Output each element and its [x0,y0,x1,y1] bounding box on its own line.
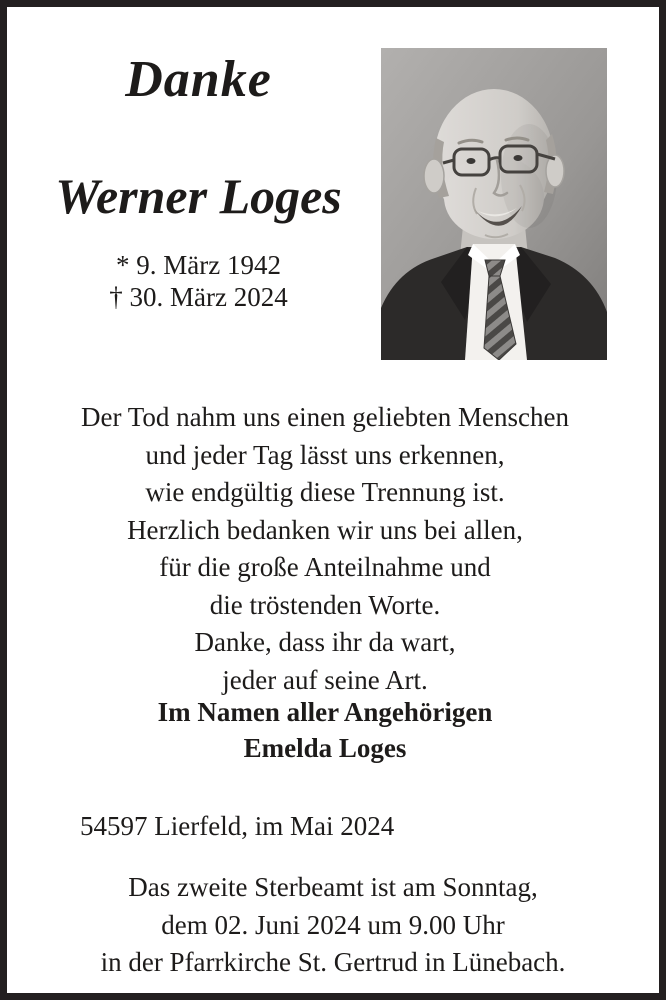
place-date-line: 54597 Lierfeld, im Mai 2024 [80,811,395,841]
death-symbol-icon: † [109,282,123,312]
condolence-line: Der Tod nahm uns einen geliebten Menschen [81,402,569,432]
condolence-text [7,399,643,699]
closing-block [7,694,643,766]
life-dates [7,249,390,313]
death-date-line [7,281,390,313]
notice-line: in der Pfarrkirche St. Gertrud in Lünebach. [100,947,566,977]
birth-symbol-icon: * [116,250,130,280]
deceased-name: Werner Loges [55,168,342,224]
condolence-line: Danke, dass ihr da wart, [194,627,456,657]
condolence-line: Herzlich bedanken wir uns bei allen, [127,514,523,545]
condolence-line: wie endgültig diese Trennung ist. [145,477,505,507]
condolence-line: und jeder Tag lässt uns erkennen, [145,439,505,470]
notice-line: dem 02. Juni 2024 um 9.00 Uhr [161,909,505,940]
death-date: 30. März 2024 [129,282,288,312]
notice-line: Das zweite Sterbeamt ist am Sonntag, [128,872,538,902]
condolence-line: für die große Anteilnahme und [159,552,491,582]
memorial-service-notice [7,869,659,982]
birth-date: 9. März 1942 [136,250,281,280]
portrait-photo-svg [381,48,607,360]
condolence-line: die tröstenden Worte. [209,589,441,620]
card-title: Danke [125,51,272,108]
birth-date-line [7,249,390,281]
condolence-line: jeder auf seine Art. [222,664,428,695]
family-name-line: Emelda Loges [243,733,407,763]
in-the-name-of-line: Im Namen aller Angehörigen [157,697,493,727]
portrait-photo [381,48,607,360]
